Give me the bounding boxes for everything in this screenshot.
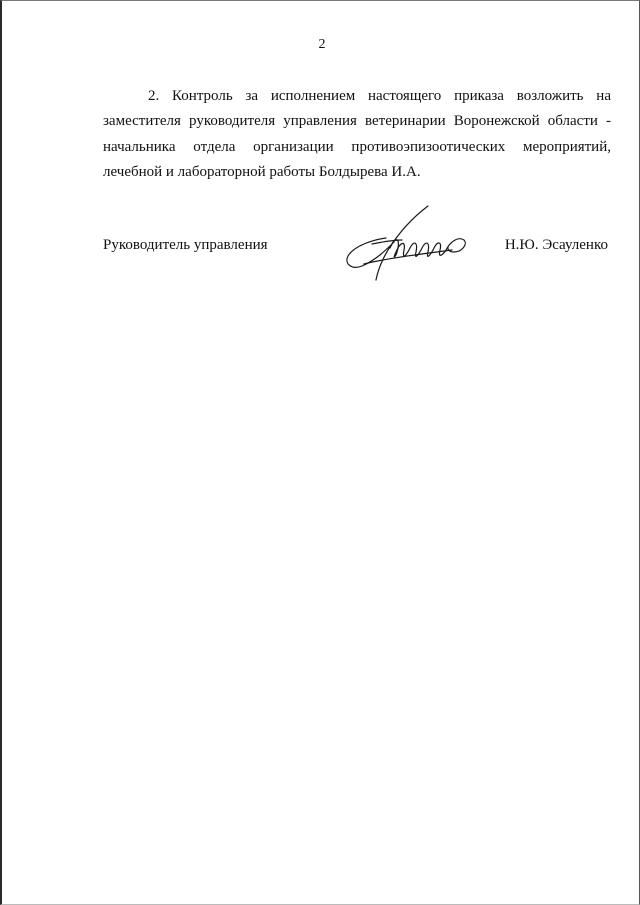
page-number: 2 — [318, 37, 326, 52]
signatory-title: Руководитель управления — [103, 237, 268, 253]
paragraph-line: начальника отдела организации противоэпизоотических мероприятий, — [103, 138, 611, 155]
paragraph-line: заместителя руководителя управления ветеринарии Воронежской области - — [103, 113, 611, 130]
paragraph-line: лечебной и лабораторной работы Болдырева И.А. — [103, 163, 421, 180]
paragraph-line: 2. Контроль за исполнением настоящего приказа возложить на — [148, 88, 611, 104]
signature-icon — [342, 204, 472, 284]
signatory-name: Н.Ю. Эсауленко — [504, 237, 608, 253]
paragraph-control — [103, 84, 611, 185]
